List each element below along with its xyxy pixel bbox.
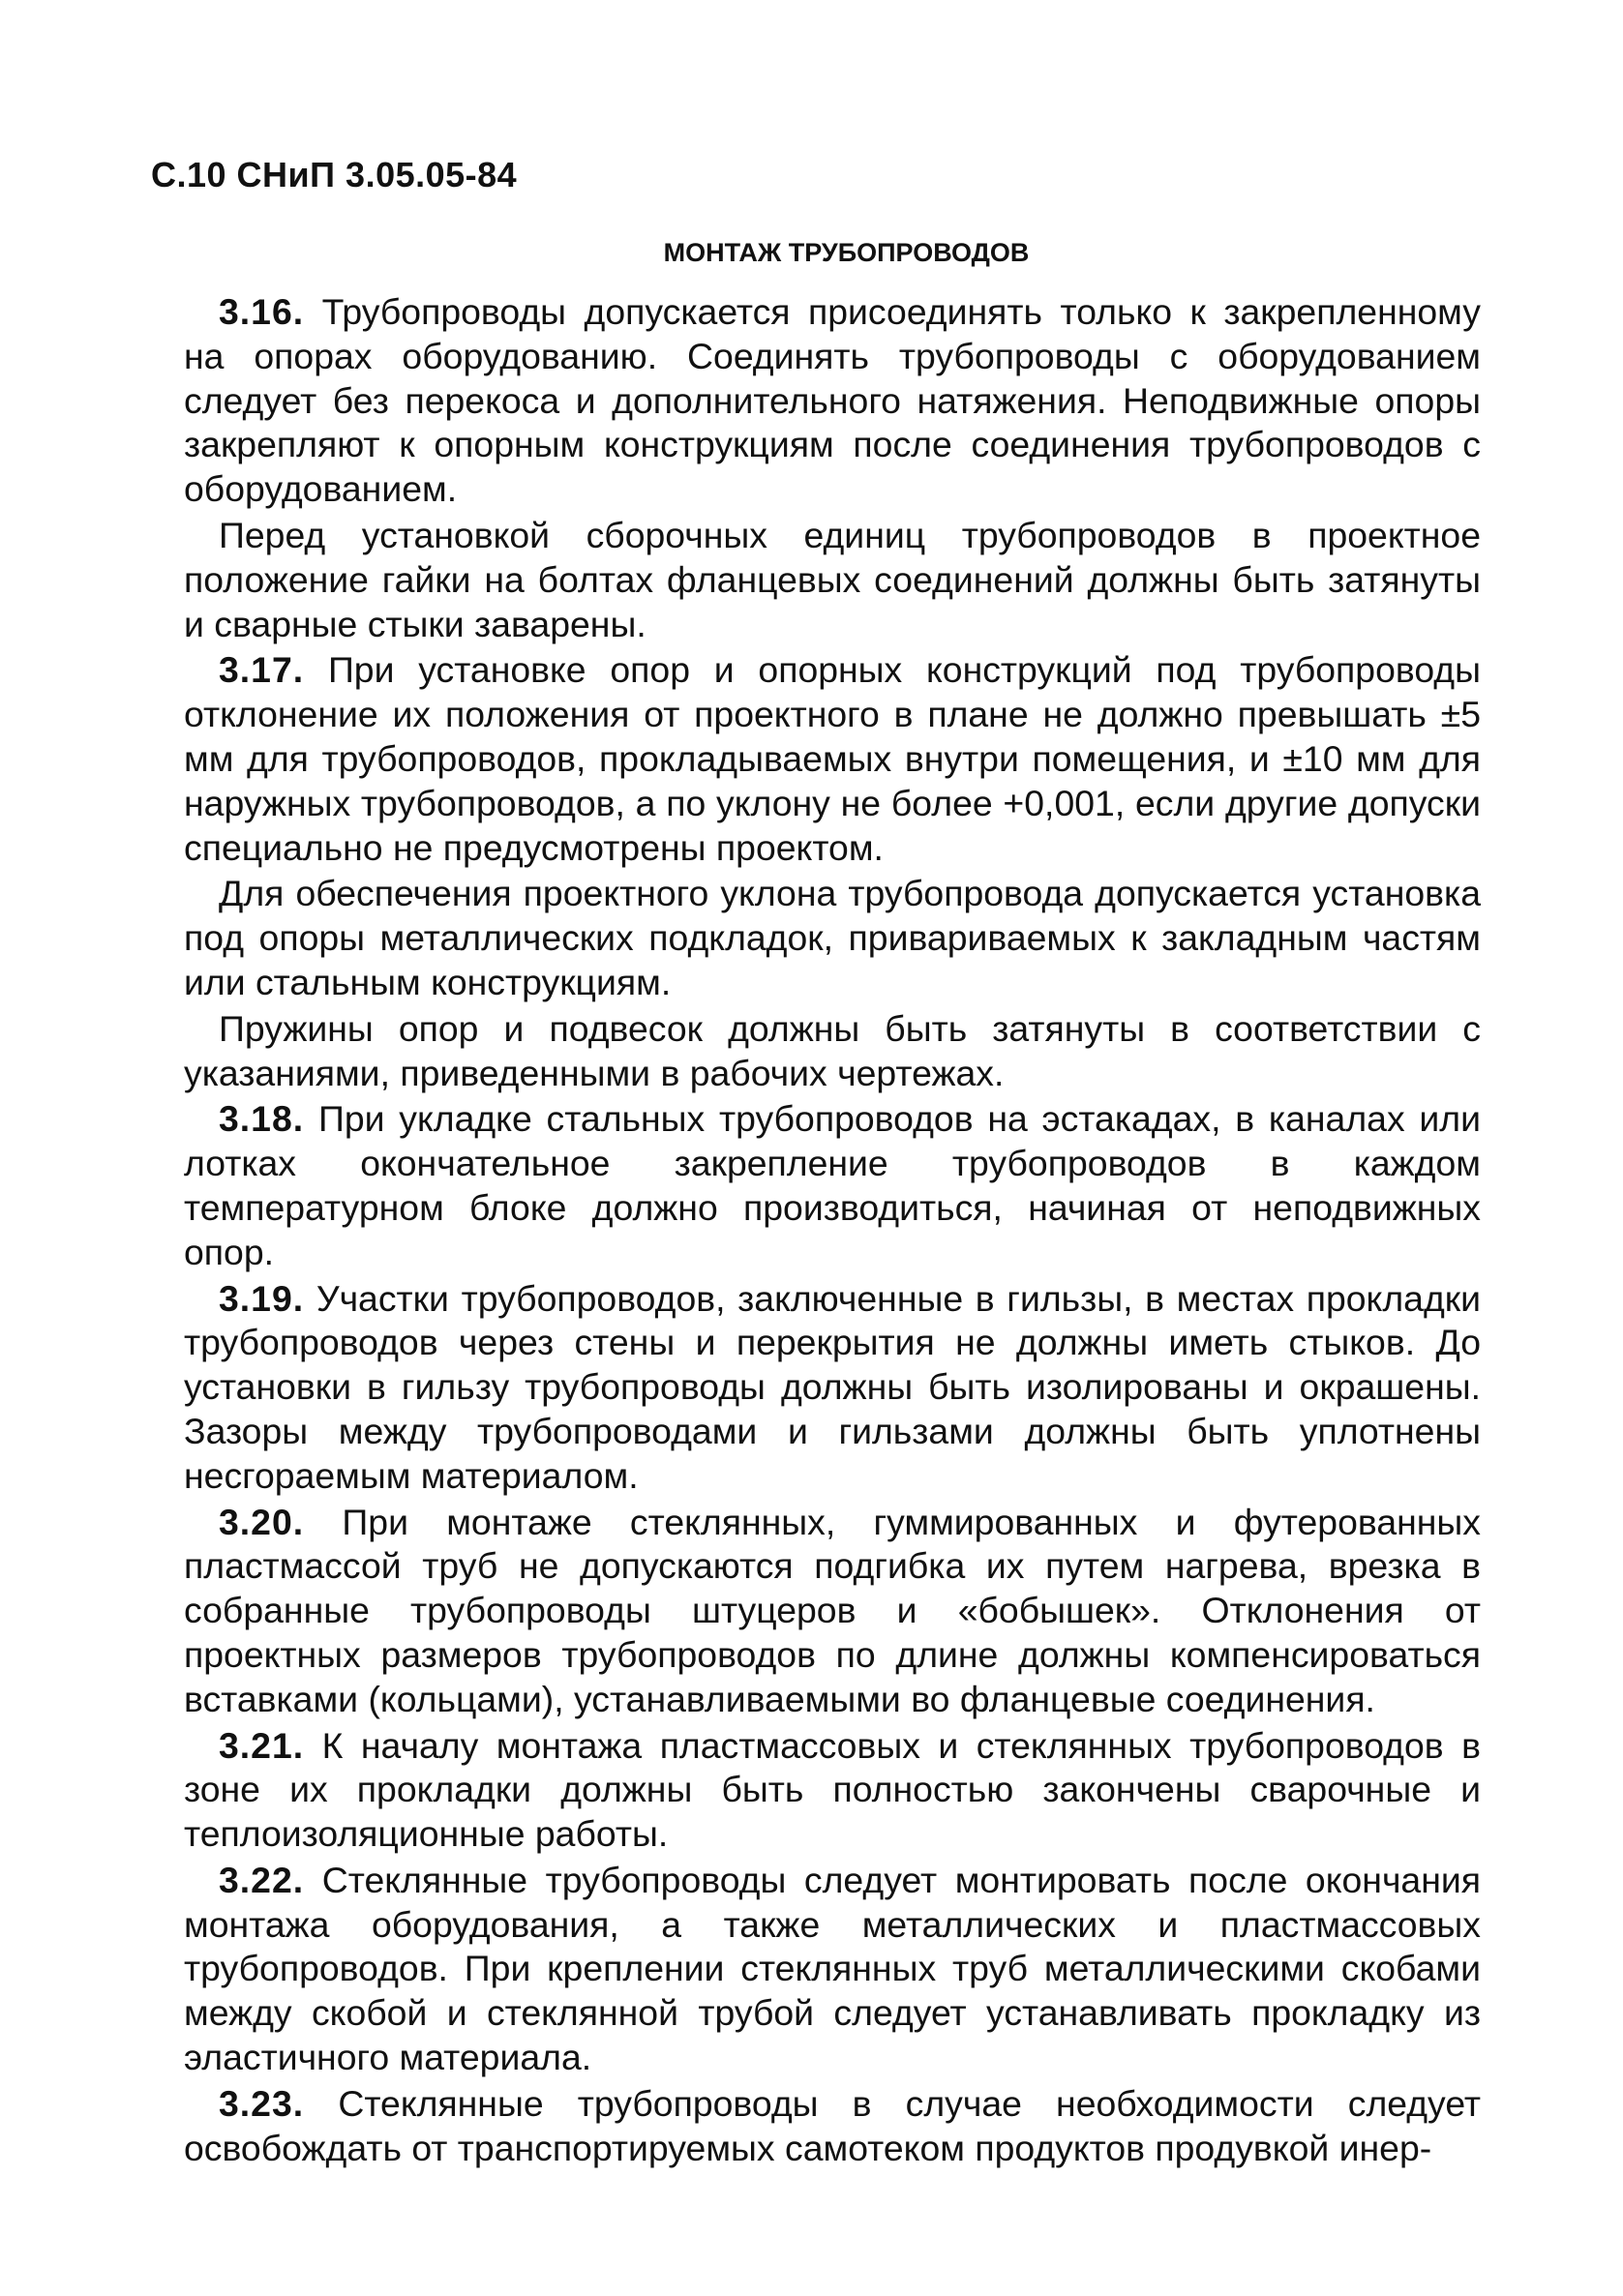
paragraph-3-23 (184, 2082, 1481, 2171)
paragraph-3-17-cont-2 (184, 1007, 1481, 1096)
paragraph-text: Стеклянные трубопроводы следует монтировать после окончания монтажа оборудования, а также металлических и пластмассовых трубопроводов. При креплении стеклянных труб металлическими скобами между скобой и стеклянной трубой следует устанавливать прокладку из эластичного материала. (184, 1859, 1482, 2078)
paragraph-3-16 (184, 290, 1481, 512)
paragraph-3-22 (184, 1859, 1481, 2080)
paragraph-3-18 (184, 1097, 1481, 1274)
body-text (184, 290, 1481, 2172)
paragraph-text: Для обеспечения проектного уклона трубопровода допускается установка под опоры металлических подкладок, привариваемых к закладным частям или стальным конструкциям. (184, 873, 1481, 1002)
paragraph-3-17-cont-1 (184, 872, 1481, 1004)
paragraph-3-16-cont (184, 514, 1481, 646)
paragraph-text: Участки трубопроводов, заключенные в гильзы, в местах прокладки трубопроводов через стены и перекрытия не должны иметь стыков. До установки в гильзу трубопроводы должны быть изолированы и окрашены. Зазоры между трубопроводами и гильзами должны быть уплотнены несгораемым материалом. (184, 1277, 1482, 1496)
section-title: МОНТАЖ ТРУБОПРОВОДОВ (663, 238, 1030, 267)
clause-number: 3.23. (219, 2082, 305, 2124)
clause-number: 3.21. (219, 1724, 305, 1766)
clause-number: 3.17. (219, 649, 305, 691)
clause-number: 3.16. (219, 291, 305, 332)
clause-number: 3.19. (219, 1277, 305, 1319)
running-head: С.10 СНиП 3.05.05-84 (151, 155, 518, 194)
paragraph-text: Перед установкой сборочных единиц трубопроводов в проектное положение гайки на болтах фланцевых соединений должны быть затянуты и сварные стыки заварены. (184, 514, 1481, 644)
paragraph-text: При установке опор и опорных конструкций под трубопроводы отклонение их положения от проектного в плане не должно превышать ±5 мм для трубопроводов, прокладываемых внутри помещения, и ±10 мм для наружных трубопроводов, а по уклону не более +0,001, если другие допуски специально не предусмотрены проектом. (184, 649, 1481, 868)
paragraph-3-21 (184, 1724, 1481, 1857)
paragraph-3-19 (184, 1277, 1481, 1499)
paragraph-3-20 (184, 1501, 1481, 1722)
paragraph-text: При монтаже стеклянных, гуммированных и футерованных пластмассой труб не допускаются подгибка их путем нагрева, врезка в собранные трубопроводы штуцеров и «бобышек». Отклонения от проектных размеров трубопроводов по длине должны компенсироваться вставками (кольцами), устанавливаемыми во фланцевые соединения. (184, 1501, 1481, 1719)
paragraph-text: Стеклянные трубопроводы в случае необходимости следует освобождать от транспортируемых самотеком продуктов продувкой инер- (184, 2082, 1482, 2168)
paragraph-3-17 (184, 648, 1481, 870)
clause-number: 3.22. (219, 1859, 305, 1900)
paragraph-text: При укладке стальных трубопроводов на эстакадах, в каналах или лотках окончательное закрепление трубопроводов в каждом температурном блоке должно производиться, начиная от неподвижных опор. (184, 1098, 1481, 1272)
paragraph-text: Пружины опор и подвесок должны быть затянуты в соответствии с указаниями, приведенными в рабочих чертежах. (184, 1007, 1481, 1093)
paragraph-text: Трубопроводы допускается присоединять только к закрепленному на опорах оборудованию. Соединять трубопроводы с оборудованием следует без перекоса и дополнительного натяжения. Неподвижные опоры закрепляют к опорным конструкциям после соединения трубопроводов с оборудованием. (184, 291, 1482, 510)
clause-number: 3.18. (219, 1098, 305, 1140)
paragraph-text: К началу монтажа пластмассовых и стеклянных трубопроводов в зоне их прокладки должны быть полностью закончены сварочные и теплоизоляционные работы. (184, 1724, 1481, 1855)
clause-number: 3.20. (219, 1501, 305, 1542)
